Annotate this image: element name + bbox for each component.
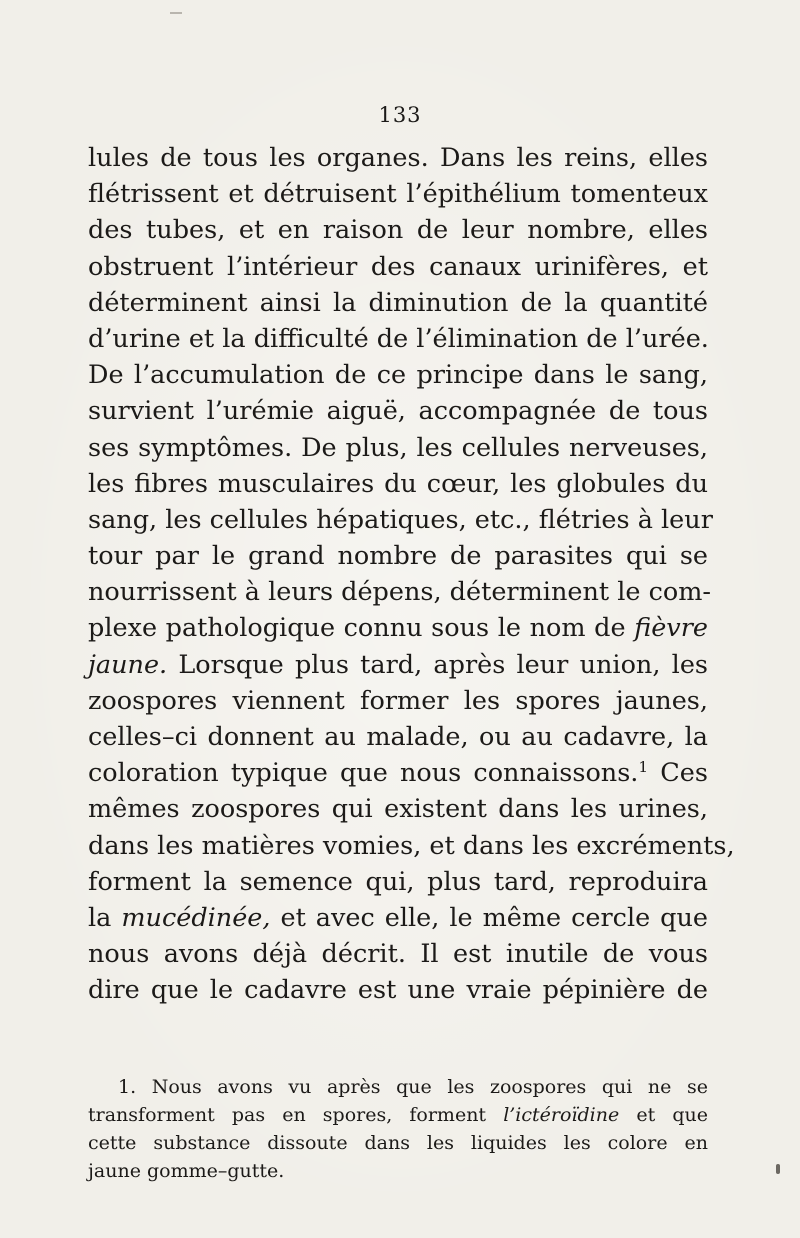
- footnote-line: jaune gomme–gutte.: [88, 1160, 285, 1182]
- text-line: mêmes zoospores qui existent dans les urines,: [88, 794, 708, 825]
- text-run: transforment pas en spores, forment: [88, 1104, 504, 1126]
- page-number: 133: [378, 103, 422, 127]
- italic-term: l’ictéroïdine: [503, 1104, 620, 1126]
- text-run: coloration typique que nous connaissons.: [88, 758, 639, 789]
- text-line: sang, les cellules hépatiques, etc., flétries à leur: [88, 504, 713, 535]
- text-line: dire que le cadavre est une vraie pépinière de: [88, 975, 708, 1006]
- text-line: ses symptômes. De plus, les cellules nerveuses,: [88, 432, 708, 463]
- text-line: De l’accumulation de ce principe dans le sang,: [88, 360, 708, 391]
- text-line: [88, 610, 708, 646]
- text-line: les fibres musculaires du cœur, les globules du: [88, 468, 708, 499]
- text-run: et avec elle, le même cercle que: [270, 902, 709, 933]
- footnote: [88, 1073, 708, 1185]
- text-run: la: [88, 902, 122, 933]
- text-line: zoospores viennent former les spores jaunes,: [88, 685, 708, 716]
- text-line: nourrissent à leurs dépens, déterminent le com-: [88, 577, 712, 608]
- text-run: Lorsque plus tard, après leur union, les: [167, 649, 708, 680]
- text-run: et que: [619, 1104, 708, 1126]
- footnote-ref: 1: [638, 758, 649, 777]
- text-line: [88, 755, 708, 791]
- italic-term: fièvre: [634, 613, 708, 644]
- text-line: des tubes, et en raison de leur nombre, elles: [88, 215, 708, 246]
- text-line: celles–ci donnent au malade, ou au cadavre, la: [88, 722, 708, 752]
- footnote-line: cette substance dissoute dans les liquides les colore en: [88, 1132, 708, 1154]
- margin-mark: [776, 1164, 780, 1174]
- text-line: survient l’urémie aiguë, accompagnée de tous: [88, 396, 708, 427]
- text-line: lules de tous les organes. Dans les reins, elles: [88, 143, 708, 173]
- footnote-line: 1. Nous avons vu après que les zoospores qui ne se: [118, 1076, 708, 1098]
- italic-term: jaune.: [88, 649, 168, 680]
- text-run: Ces: [648, 758, 708, 789]
- text-run: plexe pathologique connu sous le nom de: [88, 613, 626, 644]
- text-line: [88, 647, 708, 683]
- text-line: obstruent l’intérieur des canaux urinifères, et: [88, 251, 708, 282]
- text-line: tour par le grand nombre de parasites qui se: [88, 541, 708, 572]
- text-line: forment la semence qui, plus tard, reproduira: [88, 866, 708, 897]
- margin-mark: [170, 12, 182, 14]
- text-line: nous avons déjà décrit. Il est inutile de vous: [88, 939, 708, 970]
- body-text: [88, 140, 735, 1009]
- text-line: dans les matières vomies, et dans les excréments,: [88, 830, 735, 861]
- text-line: d’urine et la difficulté de l’élimination de l’urée.: [88, 323, 709, 354]
- text-line: déterminent ainsi la diminution de la quantité: [88, 287, 708, 318]
- text-line: flétrissent et détruisent l’épithélium tomenteux: [88, 179, 708, 210]
- text-line: [88, 900, 708, 936]
- footnote-line: [88, 1101, 708, 1129]
- italic-term: mucédinée,: [121, 902, 271, 933]
